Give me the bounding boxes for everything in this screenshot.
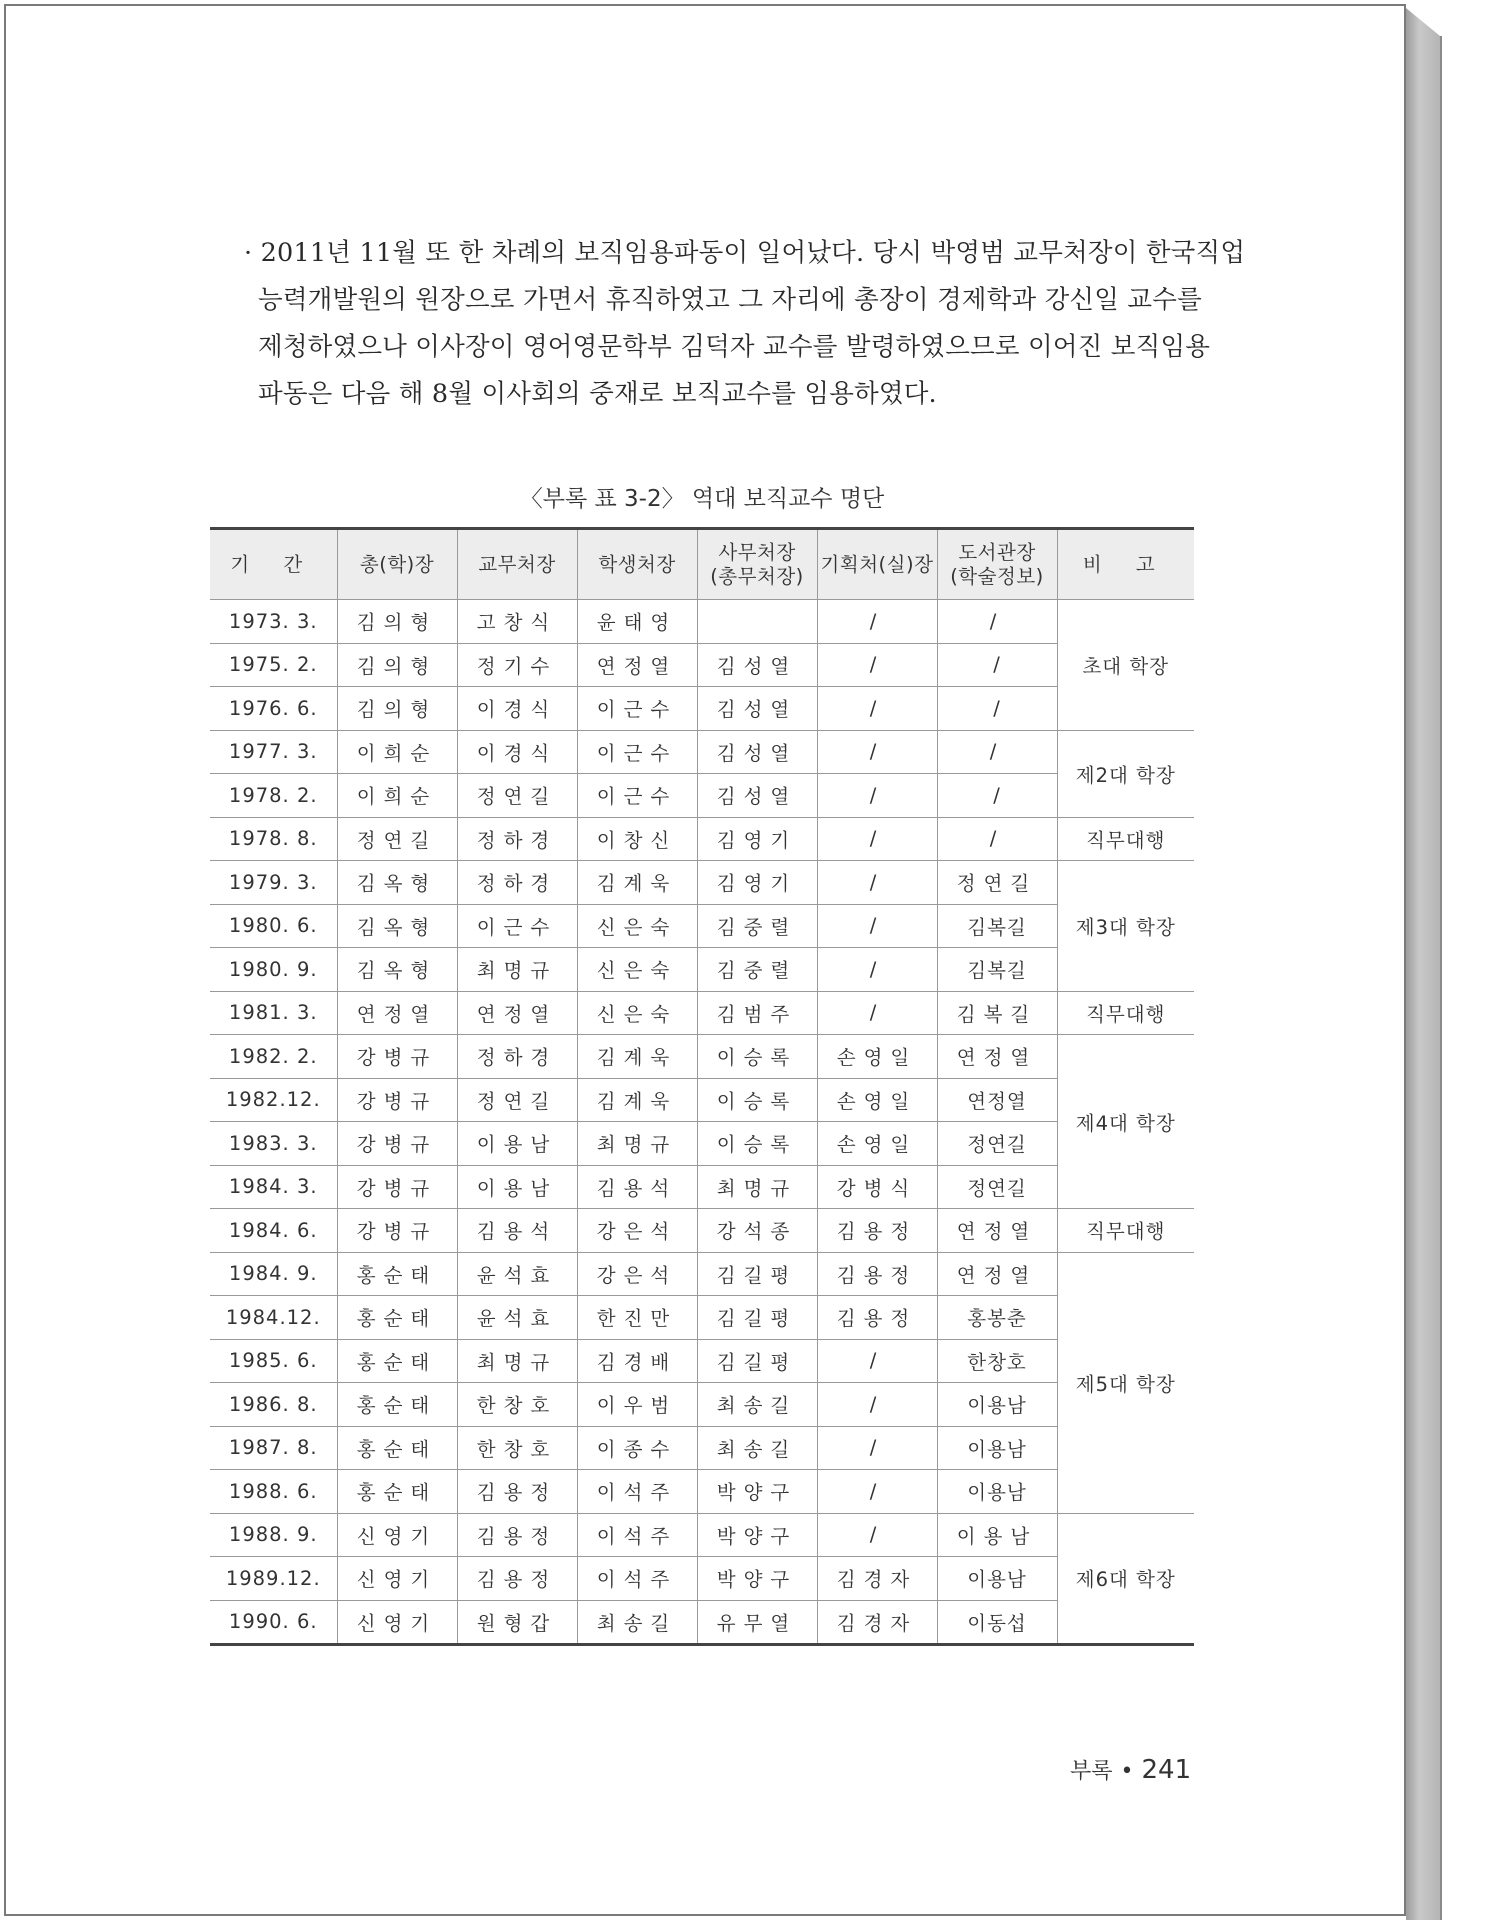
table-cell: 강은석 [577,1209,697,1253]
table-cell: 김경자 [817,1557,937,1601]
table-cell: 윤석효 [457,1296,577,1340]
paragraph-line: 파동은 다음 해 8월 이사회의 중재로 보직교수를 임용하였다. [258,379,937,409]
table-cell: 김용석 [577,1165,697,1209]
table-cell: 강병식 [817,1165,937,1209]
table-cell: 윤석효 [457,1252,577,1296]
table-cell: 한창호 [457,1426,577,1470]
footer-section: 부록 [1070,1759,1113,1784]
table-cell: 정하경 [457,817,577,861]
table-cell: 강병규 [337,1122,457,1166]
table-cell: 신영기 [337,1557,457,1601]
table-cell: / [817,817,937,861]
table-cell: 김성열 [697,774,817,818]
table-cell: 신은숙 [577,991,697,1035]
table-cell: 1982.12. [210,1078,337,1122]
table-cell: / [817,643,937,687]
table-cell: 이용남 [937,1470,1057,1514]
table-row [210,861,1194,905]
table-cell: / [817,861,937,905]
table-cell: 1978. 8. [210,817,337,861]
table-cell: 강병규 [337,1078,457,1122]
table-cell: 김길평 [697,1252,817,1296]
remarks-cell: 직무대행 [1057,991,1194,1035]
table-cell: 연정열 [457,991,577,1035]
table-cell: 손영일 [817,1035,937,1079]
header-student-affairs: 학생처장 [577,529,697,600]
table-cell: 김옥형 [337,861,457,905]
table-cell: 홍순태 [337,1296,457,1340]
table-cell: 1982. 2. [210,1035,337,1079]
table-cell: 최명규 [457,948,577,992]
book-spine-edge [1440,36,1442,1920]
table-cell: 김성열 [697,730,817,774]
table-body [210,600,1194,1645]
table-cell: 정연길 [937,861,1057,905]
body-paragraph [244,230,1246,418]
table-cell: 강병규 [337,1165,457,1209]
table-cell: 박양구 [697,1513,817,1557]
table-cell: 고창식 [457,600,577,644]
table-cell: 연정열 [337,991,457,1035]
remarks-cell: 직무대행 [1057,1209,1194,1253]
professor-roster-table [210,527,1194,1646]
table-cell: 김중렬 [697,948,817,992]
page-number: 241 [1141,1755,1192,1785]
table-cell: / [817,730,937,774]
table-cell: 이창신 [577,817,697,861]
table-cell: 1975. 2. [210,643,337,687]
table-cell: / [817,1383,937,1427]
table-row [210,730,1194,774]
table-cell: 정하경 [457,1035,577,1079]
table-cell: 1984. 6. [210,1209,337,1253]
table-cell: 강은석 [577,1252,697,1296]
table-cell: 이우범 [577,1383,697,1427]
table-row [210,1513,1194,1557]
table-cell [697,600,817,644]
table-cell: / [937,817,1057,861]
table-cell: 정하경 [457,861,577,905]
table-cell: / [937,600,1057,644]
table-cell: 강병규 [337,1209,457,1253]
book-spine [1406,8,1440,1920]
header-planning: 기획처(실)장 [817,529,937,600]
table-header-row [210,529,1194,600]
table-cell: 이근수 [457,904,577,948]
table-cell: 김복길 [937,991,1057,1035]
table-cell: 김용정 [457,1470,577,1514]
table-cell: 원형갑 [457,1600,577,1645]
table-cell: 김복길 [937,904,1057,948]
table-cell: 김의형 [337,600,457,644]
table-cell: 김옥형 [337,904,457,948]
table-cell: 1980. 9. [210,948,337,992]
table-cell: 박양구 [697,1557,817,1601]
table-cell: / [817,1339,937,1383]
table-cell: 연정열 [577,643,697,687]
table-cell: 김계욱 [577,1035,697,1079]
table-cell: / [937,643,1057,687]
table-cell: 김의형 [337,643,457,687]
table-cell: / [817,1470,937,1514]
table-row [210,1165,1194,1209]
table-cell: 한창호 [937,1339,1057,1383]
header-president: 총(학)장 [337,529,457,600]
table-cell: 김용정 [817,1209,937,1253]
table-cell: 1983. 3. [210,1122,337,1166]
table-cell: 1989.12. [210,1557,337,1601]
table-caption: 〈부록 표 3-2〉 역대 보직교수 명단 [519,486,885,512]
table-cell: / [817,1426,937,1470]
table-cell: 이동섭 [937,1600,1057,1645]
table-cell: / [937,774,1057,818]
table-row [210,774,1194,818]
table-cell: 이용남 [937,1557,1057,1601]
table-cell: 김용정 [457,1513,577,1557]
table-cell: 연정열 [937,1209,1057,1253]
table-row [210,1122,1194,1166]
table-cell: 1988. 6. [210,1470,337,1514]
table-cell: 이희순 [337,774,457,818]
table-cell: 김용정 [817,1296,937,1340]
table-row [210,1600,1194,1645]
table-cell: 정기수 [457,643,577,687]
table-row [210,1470,1194,1514]
table-cell: 윤태영 [577,600,697,644]
table-row [210,1426,1194,1470]
table-cell: 정연길 [457,774,577,818]
header-administration: 사무처장 (총무처장) [697,529,817,600]
table-cell: 박양구 [697,1470,817,1514]
table-cell: 1987. 8. [210,1426,337,1470]
footer-bullet: • [1120,1759,1134,1784]
table-row [210,1296,1194,1340]
table-cell: 김복길 [937,948,1057,992]
table-cell: 김용정 [457,1557,577,1601]
remarks-cell: 제4대 학장 [1057,1035,1194,1209]
table-cell: 이경식 [457,687,577,731]
table-cell: 강병규 [337,1035,457,1079]
table-cell: / [817,1513,937,1557]
table-row [210,904,1194,948]
table-cell: 유무열 [697,1600,817,1645]
table-cell: 김계욱 [577,861,697,905]
table-cell: 김용정 [817,1252,937,1296]
table-cell: 김영기 [697,861,817,905]
table-cell: 홍순태 [337,1470,457,1514]
table-cell: 1984. 3. [210,1165,337,1209]
table-cell: 신은숙 [577,948,697,992]
table-cell: 손영일 [817,1122,937,1166]
table-cell: 연정열 [937,1078,1057,1122]
table-cell: 이승록 [697,1078,817,1122]
table-cell: 홍순태 [337,1339,457,1383]
table-cell: / [817,991,937,1035]
paragraph-line: · 2011년 11월 또 한 차례의 보직임용파동이 일어났다. 당시 박영범 교무처장이 한국직업 [244,238,1246,268]
header-remarks: 비 고 [1057,529,1194,600]
table-row [210,1252,1194,1296]
table-row [210,1078,1194,1122]
table-row [210,687,1194,731]
table-cell: 1985. 6. [210,1339,337,1383]
table-cell: 최명규 [457,1339,577,1383]
table-row [210,600,1194,644]
table-cell: 1980. 6. [210,904,337,948]
table-cell: / [817,904,937,948]
table-row [210,1383,1194,1427]
table-cell: / [817,687,937,731]
table-cell: 이근수 [577,774,697,818]
table-cell: 정연길 [937,1122,1057,1166]
remarks-cell: 제5대 학장 [1057,1252,1194,1513]
table-cell: 김성열 [697,643,817,687]
remarks-cell: 제3대 학장 [1057,861,1194,992]
table-row [210,1209,1194,1253]
page-footer [1070,1754,1191,1785]
table-cell: 김용석 [457,1209,577,1253]
table-cell: 이경식 [457,730,577,774]
table-row [210,817,1194,861]
table-cell: 이용남 [937,1383,1057,1427]
table-cell: 이근수 [577,687,697,731]
table-cell: 최명규 [577,1122,697,1166]
table-cell: 김범주 [697,991,817,1035]
table-cell: / [937,730,1057,774]
table-cell: 1986. 8. [210,1383,337,1427]
table-cell: 1978. 2. [210,774,337,818]
table-cell: 연정열 [937,1035,1057,1079]
table-cell: 김의형 [337,687,457,731]
table-cell: 연정열 [937,1252,1057,1296]
table-cell: 신은숙 [577,904,697,948]
table-cell: 신영기 [337,1513,457,1557]
table-cell: 최명규 [697,1165,817,1209]
table-cell: 1990. 6. [210,1600,337,1645]
table-cell: 이승록 [697,1035,817,1079]
paragraph-line: 제청하였으나 이사장이 영어영문학부 김덕자 교수를 발령하였으므로 이어진 보직임용 [258,332,1211,362]
table-cell: 이석주 [577,1557,697,1601]
table-cell: 홍순태 [337,1426,457,1470]
table-cell: 최송길 [577,1600,697,1645]
table-cell: 김성열 [697,687,817,731]
table-cell: 최송길 [697,1383,817,1427]
table-row [210,948,1194,992]
header-library: 도서관장 (학술정보) [937,529,1057,600]
table-cell: 강석종 [697,1209,817,1253]
table-cell: 이용남 [457,1165,577,1209]
table-cell: 1981. 3. [210,991,337,1035]
table-cell: 이희순 [337,730,457,774]
table-cell: 김중렬 [697,904,817,948]
table-cell: 한진만 [577,1296,697,1340]
table-cell: 이용남 [457,1122,577,1166]
table-cell: 김옥형 [337,948,457,992]
paragraph-line: 능력개발원의 원장으로 가면서 휴직하였고 그 자리에 총장이 경제학과 강신일 교수를 [258,285,1202,315]
table-cell: 1988. 9. [210,1513,337,1557]
table-cell: 정연길 [337,817,457,861]
table-cell: 이석주 [577,1470,697,1514]
table-cell: 1977. 3. [210,730,337,774]
header-period: 기 간 [210,529,337,600]
table-cell: 1979. 3. [210,861,337,905]
table-cell: 1984.12. [210,1296,337,1340]
remarks-cell: 초대 학장 [1057,600,1194,731]
table-cell: 이종수 [577,1426,697,1470]
table-cell: 김경자 [817,1600,937,1645]
table-cell: 홍순태 [337,1252,457,1296]
table-cell: 이석주 [577,1513,697,1557]
table-row [210,1035,1194,1079]
table-cell: / [937,687,1057,731]
table-cell: 김길평 [697,1339,817,1383]
table-cell: 김길평 [697,1296,817,1340]
table-cell: 신영기 [337,1600,457,1645]
table-cell: 이용남 [937,1513,1057,1557]
table-cell: 정연길 [937,1165,1057,1209]
table-cell: / [817,774,937,818]
remarks-cell: 직무대행 [1057,817,1194,861]
table-cell: 1973. 3. [210,600,337,644]
remarks-cell: 제2대 학장 [1057,730,1194,817]
table-cell: 손영일 [817,1078,937,1122]
table-cell: / [817,600,937,644]
table-cell: 이근수 [577,730,697,774]
table-row [210,1339,1194,1383]
table-cell: 이용남 [937,1426,1057,1470]
table-cell: 한창호 [457,1383,577,1427]
table-cell: / [817,948,937,992]
table-cell: 최송길 [697,1426,817,1470]
table-cell: 김영기 [697,817,817,861]
table-row [210,991,1194,1035]
table-cell: 1976. 6. [210,687,337,731]
table-cell: 김경배 [577,1339,697,1383]
table-cell: 김계욱 [577,1078,697,1122]
table-cell: 홍순태 [337,1383,457,1427]
remarks-cell: 제6대 학장 [1057,1513,1194,1645]
table-cell: 이승록 [697,1122,817,1166]
table-cell: 1984. 9. [210,1252,337,1296]
header-academic-affairs: 교무처장 [457,529,577,600]
table-cell: 정연길 [457,1078,577,1122]
table-row [210,1557,1194,1601]
table-cell: 홍봉춘 [937,1296,1057,1340]
table-row [210,643,1194,687]
